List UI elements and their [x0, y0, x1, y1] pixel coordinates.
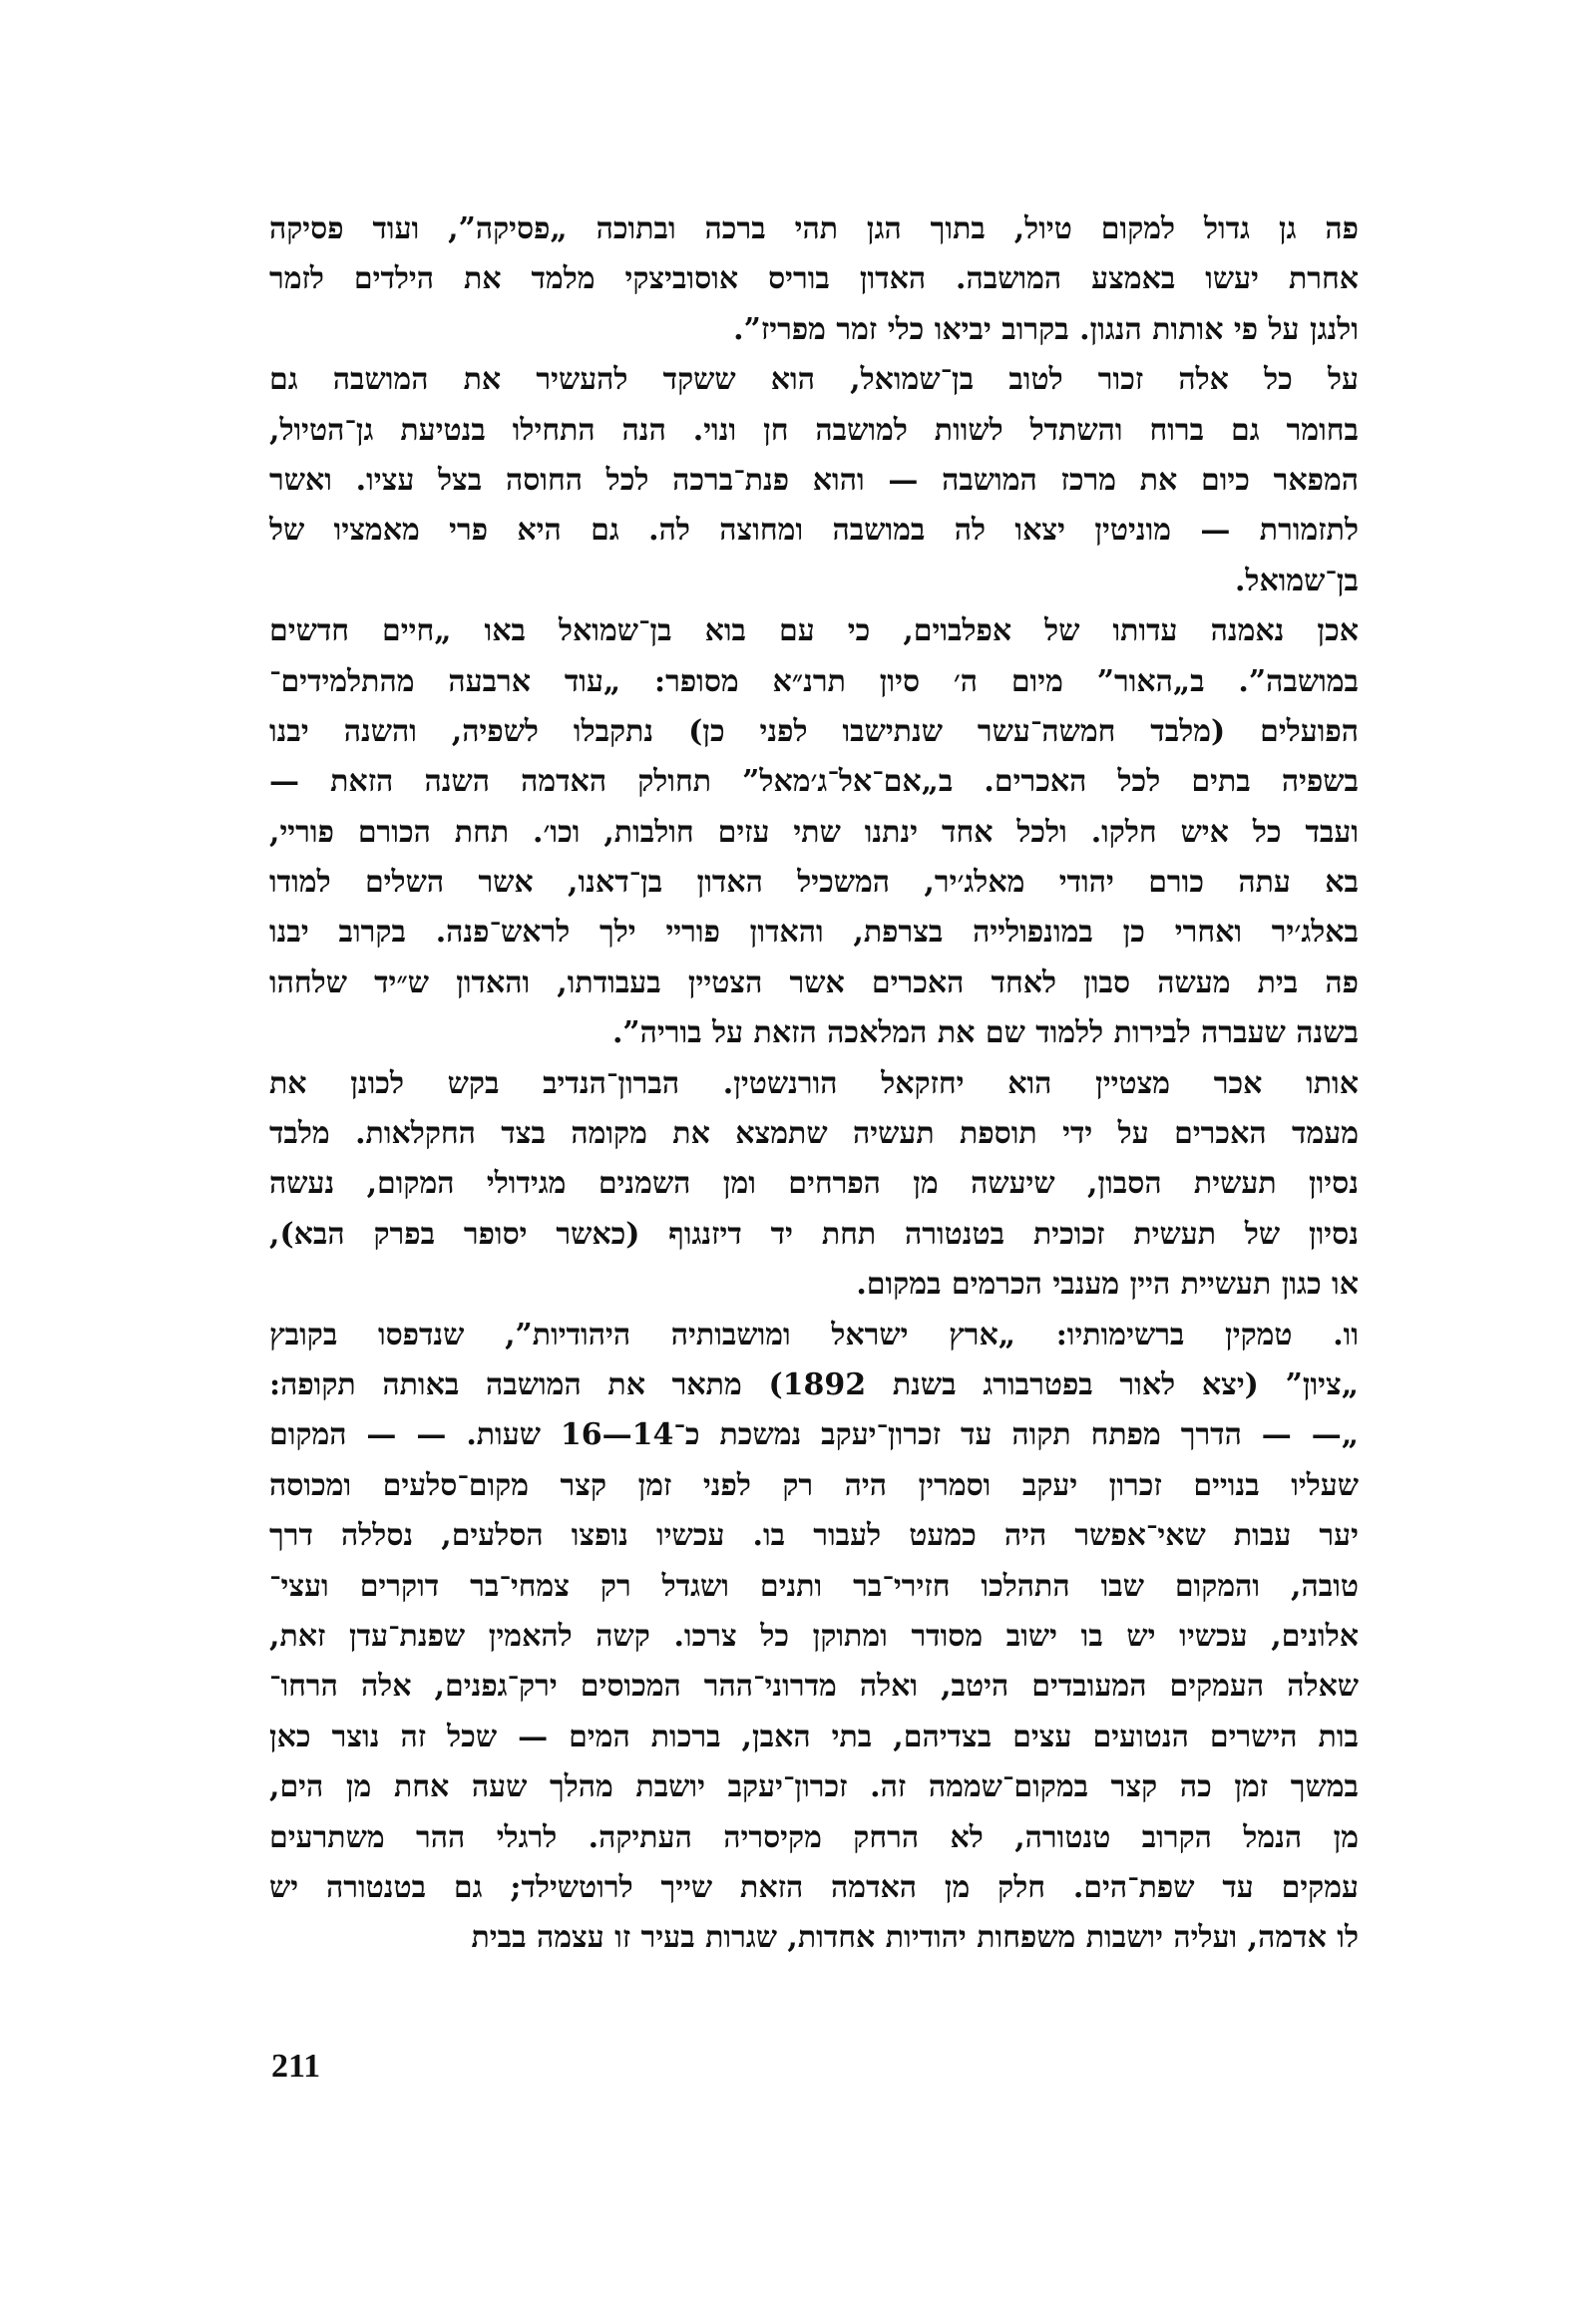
text-line: מן הנמל הקרוב טנטורה, לא הרחק מקיסריה העתיקה. לרגלי ההר משתרעים: [269, 1819, 1359, 1855]
text-line: פה גן גדול למקום טיול, בתוך הגן תהי ברכה ובתוכה „פסיקה”, ועוד פסיקה: [269, 211, 1359, 246]
text-line: ולנגן על פי אותות הנגון. בקרוב יביאו כלי זמר מפריז”.: [733, 311, 1359, 347]
text-line: נסיון תעשית הסבון, שיעשה מן הפרחים ומן השמנים מגידולי המקום, נעשה: [269, 1166, 1359, 1202]
body-text: [269, 204, 1359, 1964]
text-line: פה בית מעשה סבון לאחד האכרים אשר הצטיין בעבודתו, והאדון ש״יד שלחהו: [269, 965, 1359, 1000]
text-line: טובה, והמקום שבו התהלכו חזירי־בר ותנים ושגדל רק צמחי־בר דוקרים ועצי־: [269, 1568, 1359, 1604]
text-line: אותו אכר מצטיין הוא יחזקאל הורנשטין. הברון־הנדיב בקש לכונן את: [269, 1065, 1359, 1101]
text-line: המפאר כיום את מרכז המושבה — והוא פנת־ברכה לכל החוסה בצל עציו. ואשר: [269, 462, 1359, 498]
text-line: במושבה”. ב„האור” מיום ה׳ סיון תרנ״א מסופר: „עוד ארבעה מהתלמידים־: [269, 663, 1359, 699]
text-line: בחומר גם ברוח והשתדל לשוות למושבה חן ונוי. הנה התחילו בנטיעת גן־הטיול,: [269, 412, 1359, 448]
text-line: אלונים, עכשיו יש בו ישוב מסודר ומתוקן כל צרכו. קשה להאמין שפנת־עדן זאת,: [269, 1618, 1359, 1654]
paragraph: [269, 1311, 1359, 1964]
paragraph: [269, 204, 1359, 355]
text-line: אחרת יעשו באמצע המושבה. האדון בוריס אוסוביצקי מלמד את הילדים לזמר: [269, 261, 1359, 297]
text-line: בן־שמואל.: [1234, 563, 1359, 598]
text-line: בות הישרים הנטועים עצים בצדיהם, בתי האבן, ברכות המים — שכל זה נוצר כאן: [269, 1719, 1359, 1754]
text-line: על כל אלה זכור לטוב בן־שמואל, הוא ששקד להעשיר את המושבה גם: [269, 362, 1359, 398]
paragraph: [269, 1059, 1359, 1311]
text-line: שעליו בנויים זכרון יעקב וסמרין היה רק לפני זמן קצר מקום־סלעים ומכוסה: [269, 1467, 1359, 1503]
text-line: נסיון של תעשית זכוכית בטנטורה תחת יד דיזנגוף (כאשר יסופר בפרק הבא),: [269, 1216, 1359, 1252]
page-number: 211: [271, 2048, 321, 2085]
text-line: שאלה העמקים המעובדים היטב, ואלה מדרוני־ההר המכוסים ירק־גפנים, אלה הרחו־: [269, 1669, 1359, 1705]
text-line: בא עתה כורם יהודי מאלג׳יר, המשכיל האדון בן־דאנו, אשר השלים למודו: [269, 865, 1359, 901]
text-line: מעמד האכרים על ידי תוספת תעשיה שתמצא את מקומה בצד החקלאות. מלבד: [269, 1116, 1359, 1152]
text-line: לתזמורת — מוניטין יצאו לה במושבה ומחוצה לה. גם היא פרי מאמציו של: [269, 513, 1359, 549]
paragraph: [269, 355, 1359, 606]
text-line: בשפיה בתים לכל האכרים. ב„אם־אל־ג׳מאל” תחולק האדמה השנה הזאת —: [269, 764, 1359, 800]
text-line: לו אדמה, ועליה יושבות משפחות יהודיות אחדות, שגרות בעיר זו עצמה בבית: [471, 1920, 1359, 1956]
text-line: ועבד כל איש חלקו. ולכל אחד ינתנו שתי עזים חולבות, וכו׳. תחת הכורם פוריי,: [269, 814, 1359, 850]
text-line: „— — הדרך מפתח תקוה עד זכרון־יעקב נמשכת כ־14—16 שעות. — — המקום: [269, 1417, 1359, 1453]
text-line: עמקים עד שפת־הים. חלק מן האדמה הזאת שייך לרוטשילד; גם בטנטורה יש: [269, 1869, 1359, 1905]
text-line: במשך זמן כה קצר במקום־שממה זה. זכרון־יעקב יושבת מהלך שעה אחת מן הים,: [269, 1769, 1359, 1805]
text-line: באלג׳יר ואחרי כן במונפולייה בצרפת, והאדון פוריי ילך לראש־פנה. בקרוב יבנו: [269, 915, 1359, 951]
text-line: אכן נאמנה עדותו של אפלבוים, כי עם בוא בן־שמואל באו „חיים חדשים: [269, 613, 1359, 649]
text-line: או כגון תעשיית היין מענבי הכרמים במקום.: [856, 1267, 1359, 1303]
text-line: „ציון” (יצא לאור בפטרבורג בשנת 1892) מתאר את המושבה באותה תקופה:: [269, 1366, 1359, 1402]
text-line: וו. טמקין ברשימותיו: „ארץ ישראל ומושבותיה היהודיות”, שנדפסו בקובץ: [269, 1317, 1359, 1352]
text-line: יער עבות שאי־אפשר היה כמעט לעבור בו. עכשיו נופצו הסלעים, נסללה דרך: [269, 1518, 1359, 1554]
text-line: בשנה שעברה לבירות ללמוד שם את המלאכה הזאת על בוריה”.: [611, 1015, 1359, 1051]
paragraph: [269, 606, 1359, 1059]
text-line: הפועלים (מלבד חמשה־עשר שנתישבו לפני כן) נתקבלו לשפיה, והשנה יבנו: [269, 713, 1359, 749]
